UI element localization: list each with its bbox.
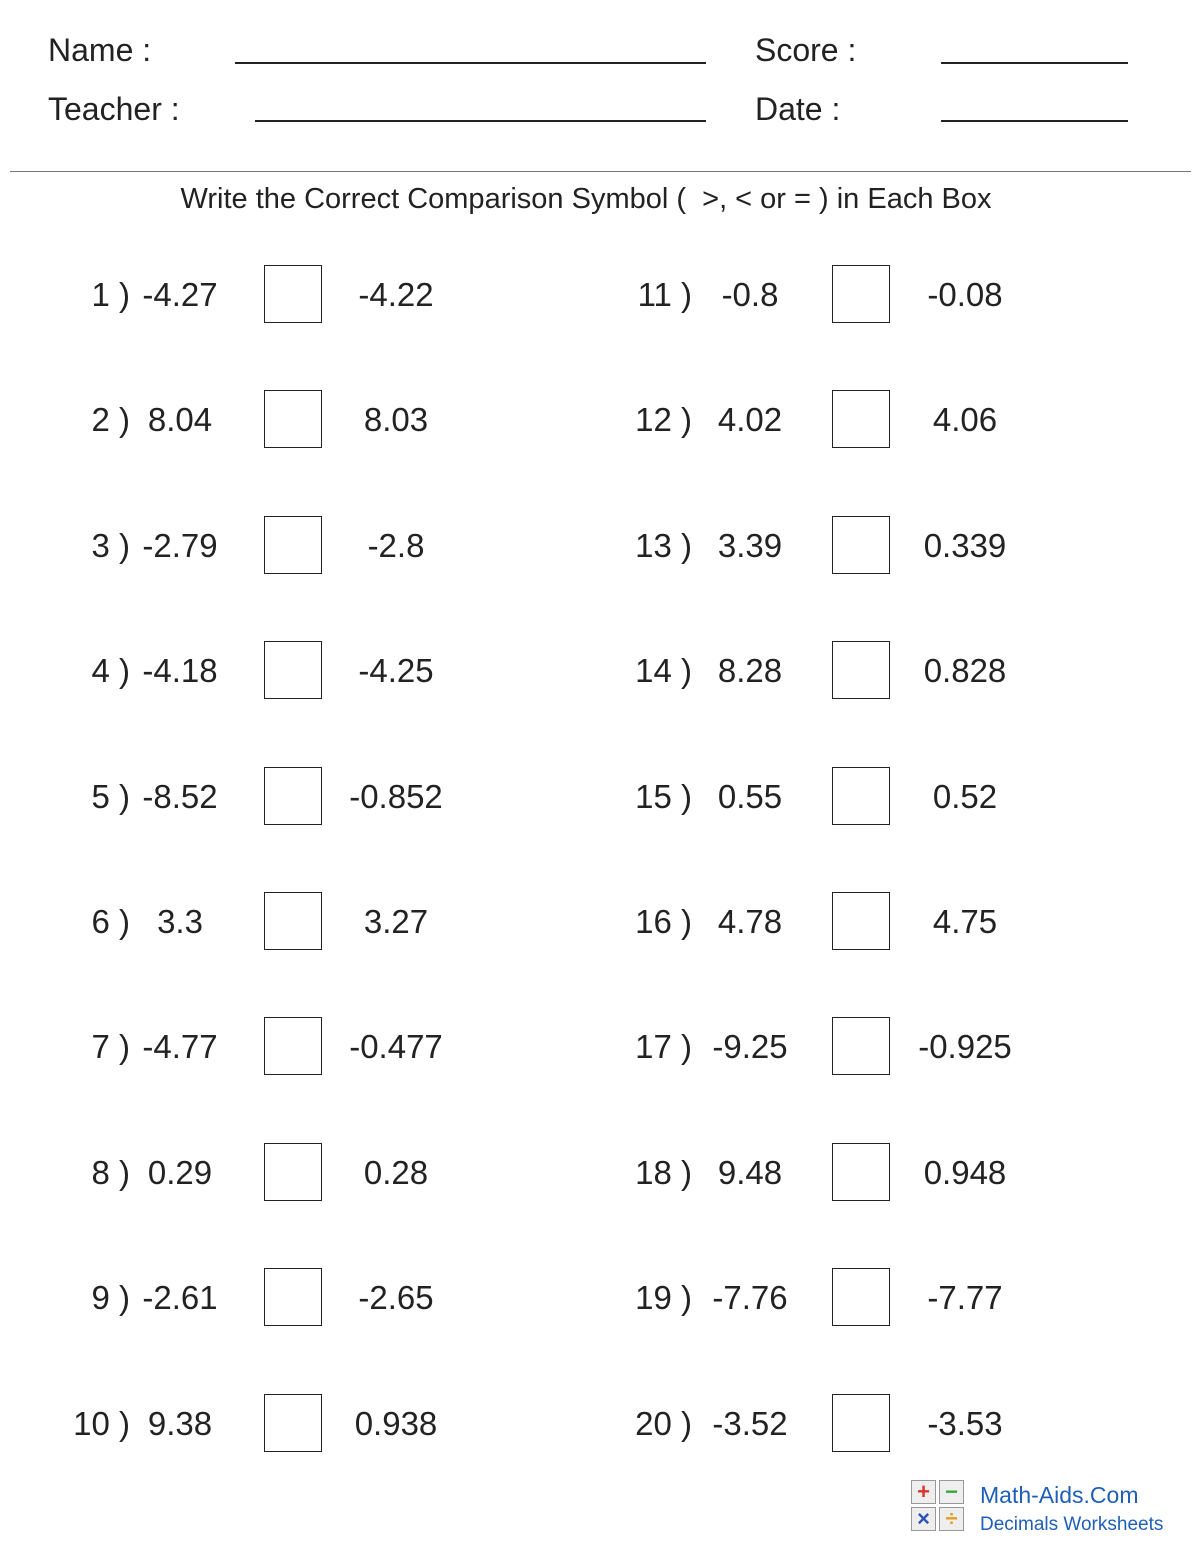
problem-row — [0, 1394, 1200, 1454]
problem-number: 7 ) — [91, 1028, 130, 1065]
problem-row — [0, 516, 1200, 576]
right-value: -0.08 — [927, 276, 1003, 313]
problem-number: 11 ) — [637, 276, 692, 313]
teacher-label: Teacher : — [48, 91, 180, 127]
problem-number: 5 ) — [91, 778, 130, 815]
left-value: -7.76 — [712, 1279, 788, 1316]
header-divider — [10, 171, 1191, 172]
date-line[interactable] — [941, 120, 1128, 122]
left-value: -4.77 — [142, 1028, 218, 1065]
right-value: -0.852 — [349, 778, 443, 815]
left-value: 0.29 — [147, 1154, 213, 1191]
left-value: -4.27 — [142, 276, 218, 313]
problem-number: 18 ) — [635, 1154, 692, 1191]
right-value: -4.25 — [358, 652, 434, 689]
left-value: 8.04 — [147, 401, 213, 438]
problem-number: 10 ) — [73, 1405, 130, 1442]
problem-row — [0, 892, 1200, 952]
left-value: -0.8 — [721, 276, 779, 313]
problem-number: 13 ) — [635, 527, 692, 564]
left-value: 9.38 — [147, 1405, 213, 1442]
right-value: -2.65 — [358, 1279, 434, 1316]
right-value: 0.938 — [354, 1405, 438, 1442]
problem-number: 2 ) — [91, 401, 130, 438]
name-line[interactable] — [235, 62, 706, 64]
problem-row — [0, 390, 1200, 450]
answer-box[interactable] — [832, 516, 890, 574]
answer-box[interactable] — [832, 892, 890, 950]
left-value: -8.52 — [142, 778, 218, 815]
problem-number: 6 ) — [91, 903, 130, 940]
left-value: -2.61 — [142, 1279, 218, 1316]
problem-number: 16 ) — [635, 903, 692, 940]
score-label: Score : — [755, 32, 857, 68]
left-value: -9.25 — [712, 1028, 788, 1065]
math-operations-logo-icon — [911, 1480, 971, 1534]
right-value: 0.828 — [923, 652, 1007, 689]
problem-row — [0, 265, 1200, 325]
left-value: 0.55 — [717, 778, 783, 815]
problem-row — [0, 641, 1200, 701]
answer-box[interactable] — [832, 767, 890, 825]
brand-subtitle: Decimals Worksheets — [980, 1514, 1164, 1535]
answer-box[interactable] — [832, 1268, 890, 1326]
right-value: -3.53 — [927, 1405, 1003, 1442]
problem-number: 9 ) — [91, 1279, 130, 1316]
problem-number: 17 ) — [635, 1028, 692, 1065]
times-icon: × — [911, 1507, 936, 1531]
score-line[interactable] — [941, 62, 1128, 64]
right-value: 0.339 — [923, 527, 1007, 564]
problem-number: 20 ) — [635, 1405, 692, 1442]
problem-number: 8 ) — [91, 1154, 130, 1191]
plus-icon: + — [911, 1480, 936, 1504]
left-value: 4.78 — [717, 903, 783, 940]
date-label: Date : — [755, 91, 841, 127]
left-value: -4.18 — [142, 652, 218, 689]
problem-number: 3 ) — [91, 527, 130, 564]
left-value: -3.52 — [712, 1405, 788, 1442]
divide-icon: ÷ — [939, 1507, 964, 1531]
right-value: -0.925 — [918, 1028, 1012, 1065]
brand-name: Math-Aids.Com — [980, 1482, 1139, 1508]
left-value: 3.3 — [157, 903, 203, 940]
minus-icon: − — [939, 1480, 964, 1504]
problem-row — [0, 1268, 1200, 1328]
answer-box[interactable] — [832, 1394, 890, 1452]
left-value: 9.48 — [717, 1154, 783, 1191]
problem-number: 1 ) — [91, 276, 130, 313]
answer-box[interactable] — [832, 1143, 890, 1201]
right-value: -7.77 — [927, 1279, 1003, 1316]
left-value: 3.39 — [717, 527, 783, 564]
problem-number: 12 ) — [635, 401, 692, 438]
right-value: -4.22 — [358, 276, 434, 313]
problem-row — [0, 1143, 1200, 1203]
right-value: 0.28 — [363, 1154, 429, 1191]
answer-box[interactable] — [832, 390, 890, 448]
answer-box[interactable] — [832, 641, 890, 699]
right-value: 3.27 — [363, 903, 429, 940]
right-value: 4.06 — [932, 401, 998, 438]
name-label: Name : — [48, 32, 152, 68]
problem-number: 14 ) — [635, 652, 692, 689]
problem-number: 19 ) — [635, 1279, 692, 1316]
left-value: -2.79 — [142, 527, 218, 564]
left-value: 8.28 — [717, 652, 783, 689]
instructions: Write the Correct Comparison Symbol ( >, < or = ) in Each Box — [180, 183, 992, 215]
problem-number: 4 ) — [91, 652, 130, 689]
teacher-line[interactable] — [255, 120, 706, 122]
problem-row — [0, 767, 1200, 827]
right-value: -0.477 — [349, 1028, 443, 1065]
answer-box[interactable] — [832, 1017, 890, 1075]
problem-number: 15 ) — [635, 778, 692, 815]
right-value: 4.75 — [932, 903, 998, 940]
right-value: 0.52 — [932, 778, 998, 815]
right-value: 0.948 — [923, 1154, 1007, 1191]
right-value: 8.03 — [363, 401, 429, 438]
left-value: 4.02 — [717, 401, 783, 438]
problem-row — [0, 1017, 1200, 1077]
answer-box[interactable] — [832, 265, 890, 323]
right-value: -2.8 — [367, 527, 425, 564]
